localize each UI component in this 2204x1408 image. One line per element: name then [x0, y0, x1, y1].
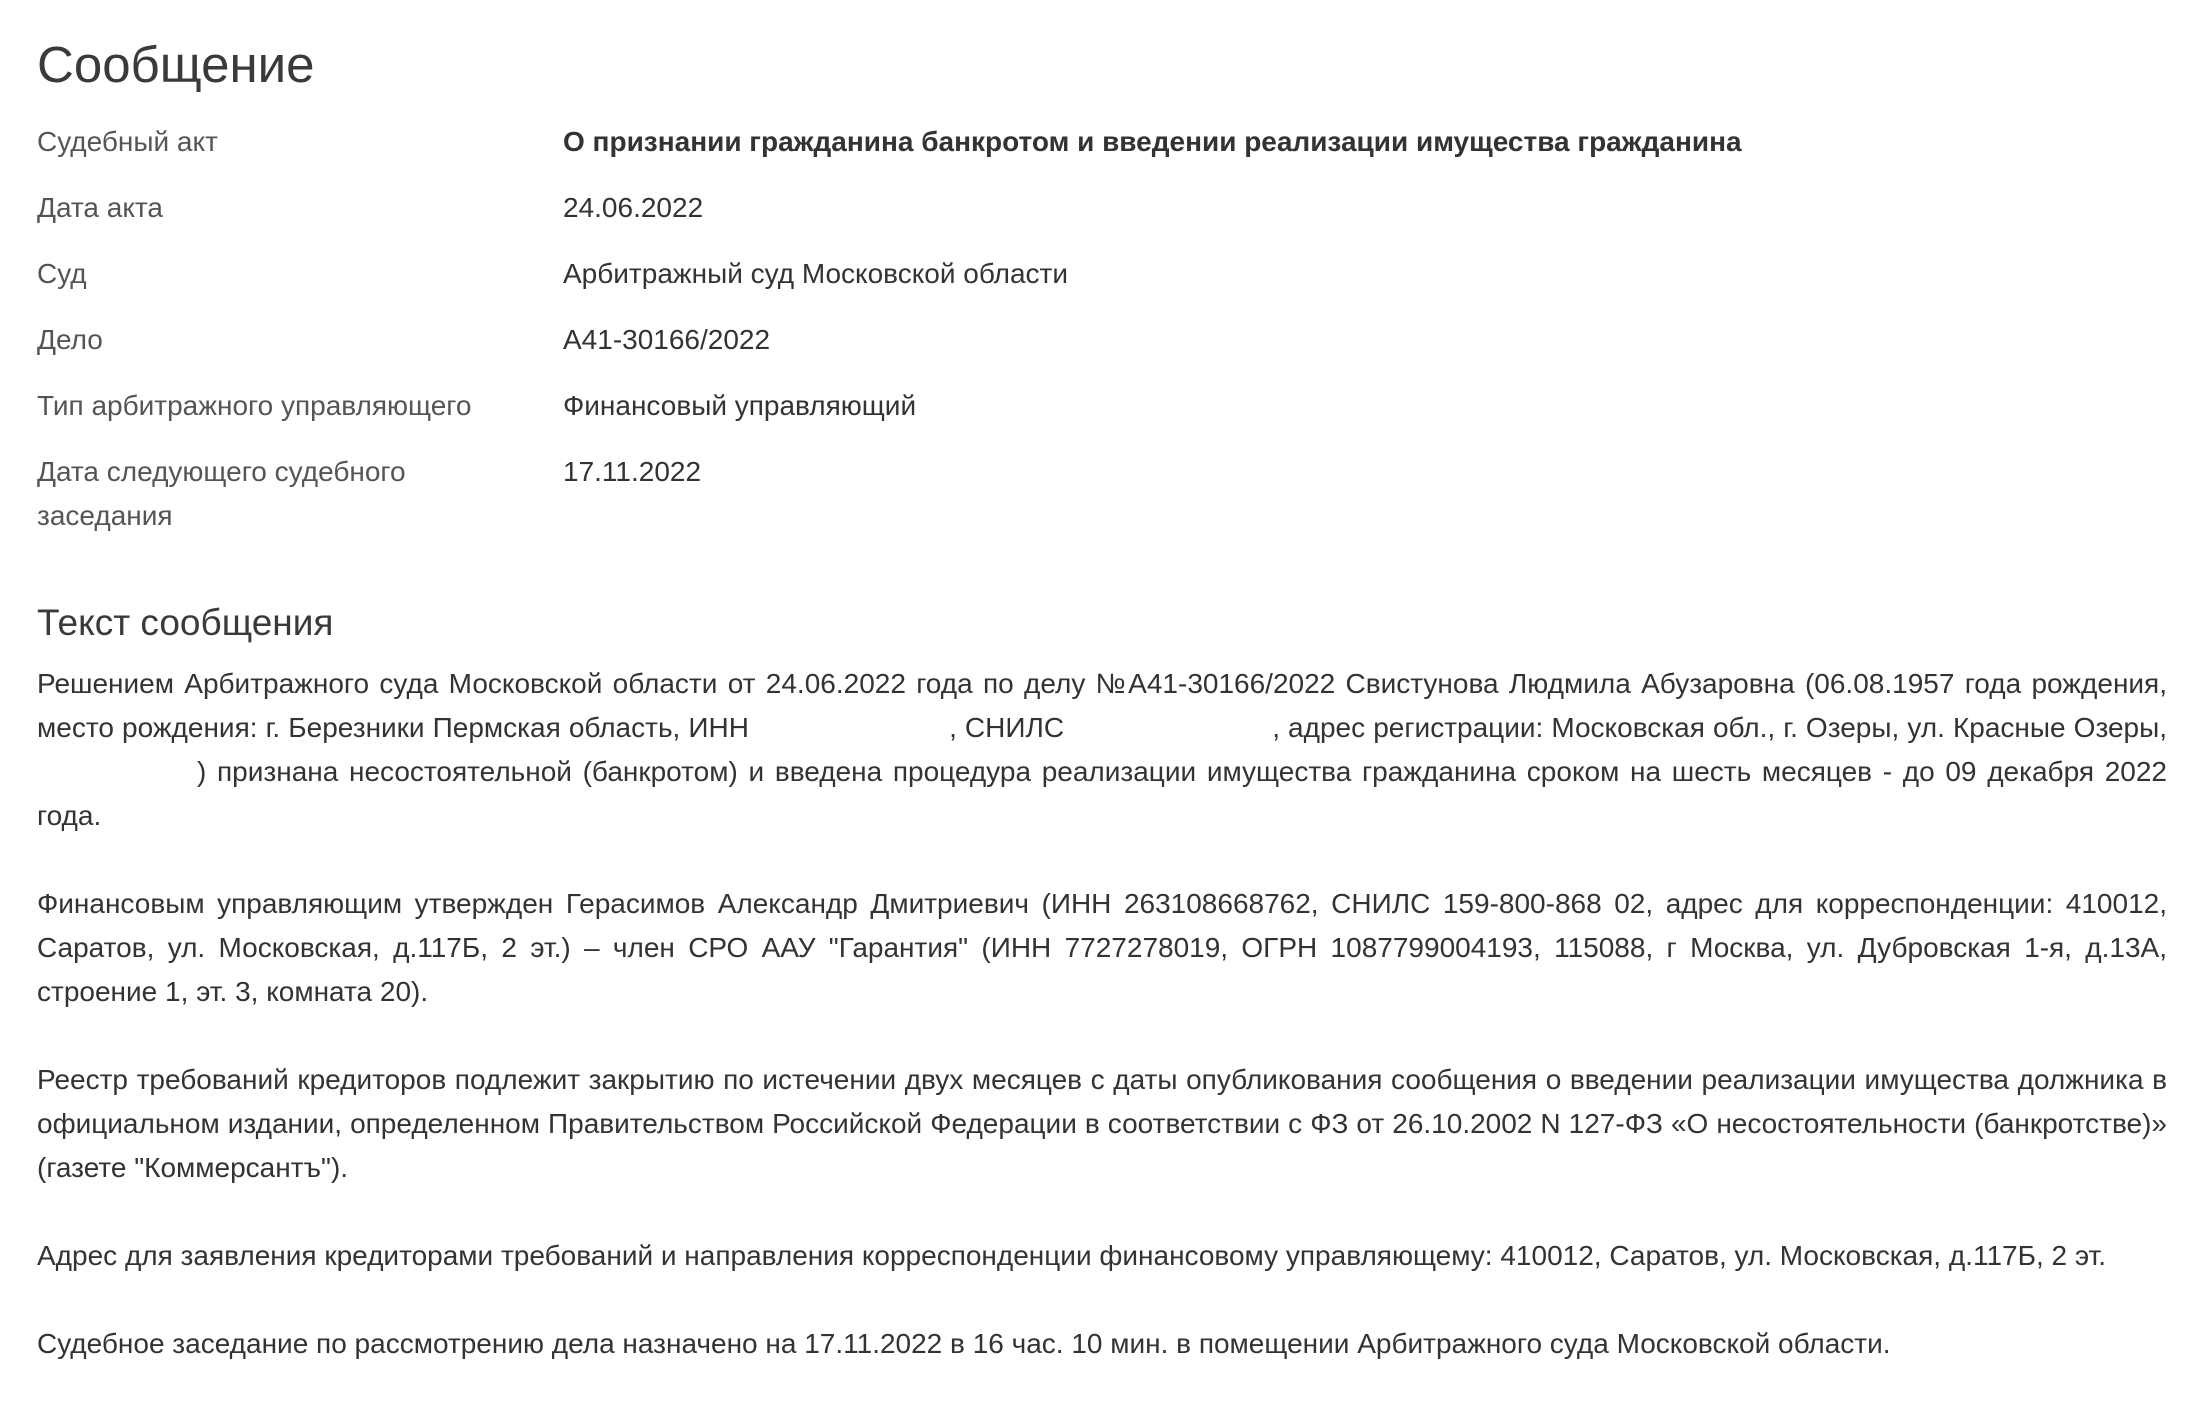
p1-text-d: ) признана несостоятельной (банкротом) и введена процедура реализации имущества гражданина сроком на шесть месяцев - до 09 декабря 2022 года.	[37, 756, 2167, 831]
label-next-hearing-date: Дата следующего судебного заседания	[37, 456, 406, 531]
label-court: Суд	[37, 258, 87, 289]
label-act-date: Дата акта	[37, 192, 163, 223]
message-paragraph-4: Адрес для заявления кредиторами требований и направления корреспонденции финансовому управляющему: 410012, Саратов, ул. Московская, д.117Б, 2 эт.	[37, 1240, 2107, 1271]
value-act-date: 24.06.2022	[563, 192, 704, 223]
label-case: Дело	[37, 324, 103, 355]
value-court-act: О признании гражданина банкротом и введении реализации имущества гражданина	[563, 126, 1742, 157]
value-manager-type: Финансовый управляющий	[563, 390, 917, 421]
message-text	[37, 662, 2167, 1366]
p1-text-a: Решением Арбитражного суда Московской области от 24.06.2022 года по делу №А41-30166/2022 Свистунова Людмила Абузаровна (06.08.1957 года рождения, место рождения: г. Березники Пермская область, ИНН	[37, 668, 2167, 743]
redacted-inn	[757, 709, 949, 737]
value-court: Арбитражный суд Московской области	[563, 258, 1069, 289]
label-manager-type: Тип арбитражного управляющего	[37, 390, 472, 421]
label-court-act: Судебный акт	[37, 126, 218, 157]
message-paragraph-1	[37, 662, 2167, 838]
message-paragraph-5: Судебное заседание по рассмотрению дела назначено на 17.11.2022 в 16 час. 10 мин. в помещении Арбитражного суда Московской области.	[37, 1328, 1891, 1359]
page-title: Сообщение	[37, 36, 315, 93]
message-paragraph-3: Реестр требований кредиторов подлежит закрытию по истечении двух месяцев с даты опубликования сообщения о введении реализации имущества должника в официальном издании, определенном Правительством Российской Федерации в соответствии с ФЗ от 26.10.2002 N 127-ФЗ «О несостоятельности (банкротстве)» (газете "Коммерсантъ").	[37, 1064, 2167, 1183]
value-case: А41-30166/2022	[563, 324, 771, 355]
redacted-address	[37, 753, 197, 781]
message-paragraph-2: Финансовым управляющим утвержден Герасимов Александр Дмитриевич (ИНН 263108668762, СНИЛС 159-800-868 02, адрес для корреспонденции: 410012, Саратов, ул. Московская, д.117Б, 2 эт.) – член СРО ААУ "Гарантия" (ИНН 7727278019, ОГРН 1087799004193, 115088, г Москва, ул. Дубровская 1-я, д.13А, строение 1, эт. 3, комната 20).	[37, 888, 2167, 1007]
properties-table	[37, 120, 2167, 538]
p1-text-b: , СНИЛС	[949, 712, 1073, 743]
redacted-snils	[1072, 709, 1272, 737]
p1-text-c: , адрес регистрации: Московская обл., г. Озеры, ул. Красные Озеры,	[1272, 712, 2168, 743]
message-heading: Текст сообщения	[37, 602, 334, 643]
value-next-hearing-date: 17.11.2022	[563, 456, 702, 487]
